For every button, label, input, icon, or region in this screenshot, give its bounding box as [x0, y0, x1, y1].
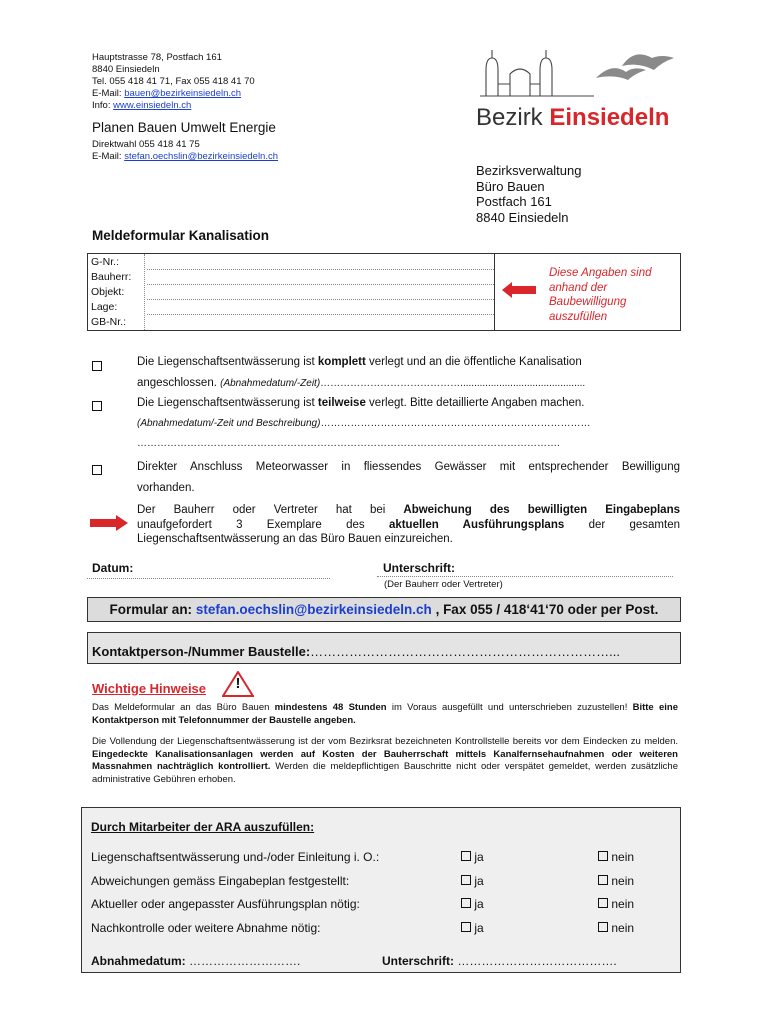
arrow-left-icon: [502, 281, 536, 299]
direct-phone: Direktwahl 055 418 41 75: [92, 139, 200, 150]
gnr-input[interactable]: [147, 255, 494, 270]
project-fields-box: [87, 253, 681, 331]
objekt-input[interactable]: [147, 285, 494, 300]
recipient-line-3: Postfach 161: [476, 194, 552, 209]
ara-date: Abnahmedatum: ……………………….: [91, 954, 301, 968]
submission-email-link[interactable]: stefan.oechslin@bezirkeinsiedeln.ch: [195, 602, 432, 617]
date-label: Datum:: [92, 561, 134, 575]
field-row-objekt[interactable]: Objekt:: [88, 285, 494, 300]
option-complete-checkbox[interactable]: [92, 358, 102, 376]
ara-signature: Unterschrift: ………………………………….: [382, 954, 617, 968]
phone-line: Tel. 055 418 41 71, Fax 055 418 41 70: [92, 76, 255, 87]
recipient-line-2: Büro Bauen: [476, 178, 545, 194]
info-line: Info: www.einsiedeln.ch: [92, 100, 192, 111]
ara-row-2: Abweichungen gemäss Eingabeplan festgestellt: ja nein: [91, 870, 671, 894]
arrow-right-icon: [90, 514, 128, 532]
ara-row-1-no[interactable]: nein: [598, 846, 634, 870]
contact-email-link[interactable]: stefan.oechslin@bezirkeinsiedeln.ch: [124, 151, 279, 162]
signature-label: Unterschrift:: [383, 561, 456, 575]
logo-text: Bezirk Einsiedeln: [476, 104, 670, 131]
ara-date-input[interactable]: ……………………….: [189, 954, 301, 968]
recipient-line-1: Bezirksverwaltung: [476, 163, 582, 178]
direct-contact: [92, 139, 278, 163]
lage-input[interactable]: [147, 300, 494, 315]
partial-description-field-2[interactable]: ……………………………………………………………………………………………………………….: [137, 438, 560, 449]
ara-row-1: Liegenschaftsentwässerung und-/oder Einleitung i. O.: ja nein: [91, 846, 671, 870]
site-contact-input[interactable]: ……………………………………………………………...: [310, 644, 620, 659]
field-list: [88, 255, 494, 330]
option-complete-text: Die Liegenschaftsentwässerung ist komplett verlegt und an die öffentliche Kanalisation angeschlossen. (Abnahmedatum/-Zeit)…………………………………….............................................: [137, 356, 586, 389]
partial-description-field[interactable]: ………………………………………………………………………: [320, 417, 591, 429]
ara-row-2-yes[interactable]: ja: [461, 870, 484, 894]
ara-row-4: Nachkontrolle oder weitere Abnahme nötig: ja nein: [91, 917, 671, 941]
contact-email-line: E-Mail: stefan.oechslin@bezirkeinsiedeln.ch: [92, 151, 279, 162]
bezirk-logo: [476, 44, 686, 131]
complete-date-field[interactable]: …………………………………….............................................: [320, 377, 586, 389]
department-title: Planen Bauen Umwelt Energie: [92, 120, 276, 135]
field-row-gnr[interactable]: G-Nr.:: [88, 255, 494, 270]
site-contact-label: Kontaktperson-/Nummer Baustelle:: [92, 644, 311, 659]
ara-rows: [91, 846, 671, 940]
recipient-line-4: 8840 Einsiedeln: [476, 209, 569, 225]
gbnr-input[interactable]: [147, 315, 494, 330]
hint-divider: [494, 254, 496, 330]
ara-signature-input[interactable]: ………………………………….: [457, 954, 617, 968]
ara-row-4-yes[interactable]: ja: [461, 917, 484, 941]
notes-paragraph-1: Das Meldeformular an das Büro Bauen mindestens 48 Stunden im Voraus ausgefüllt und unterschrieben zuzustellen! Bitte eine Kontaktperson mit Telefonnummer der Baustelle angeben.: [92, 702, 679, 726]
website-link[interactable]: www.einsiedeln.ch: [113, 100, 192, 111]
field-hint: Diese Angaben sind anhand der Baubewilligung auszufüllen: [549, 267, 652, 323]
email-line: E-Mail: bauen@bezirkeinsiedeln.ch: [92, 88, 242, 99]
address-line-2: 8840 Einsiedeln: [92, 64, 160, 75]
bauherr-input[interactable]: [147, 270, 494, 285]
site-contact-box: [87, 632, 681, 664]
monastery-birds-icon: [476, 44, 686, 100]
ara-row-3-no[interactable]: nein: [598, 893, 634, 917]
field-row-gbnr[interactable]: GB-Nr.:: [88, 315, 494, 330]
option-partial-text: Die Liegenschaftsentwässerung ist teilweise verlegt. Bitte detaillierte Angaben machen. (Abnahmedatum/-Zeit und Beschreibung)……………………………………………………………………… ……………………………………………………………………………………………………………….: [137, 393, 680, 455]
field-row-bauherr[interactable]: Bauherr:: [88, 270, 494, 285]
option-partial-checkbox[interactable]: [92, 398, 102, 416]
sender-address: [92, 52, 255, 112]
notes-title: Wichtige Hinweise: [92, 681, 207, 696]
ara-section: [81, 807, 681, 973]
address-line-1: Hauptstrasse 78, Postfach 161: [92, 52, 222, 63]
deviation-notice: Der Bauherr oder Vertreter hat bei Abweichung des bewilligten Eingabeplans unaufgefordert 3 Exemplare des aktuellen Ausführungsplans der gesamten Liegenschaftsentwässerung an das Büro Bauen einzureichen.: [137, 504, 680, 545]
notes-paragraph-2: Die Vollendung der Liegenschaftsentwässerung ist der vom Bezirksrat bezeichneten Kontrollstelle bereits vor dem Eindecken zu melden. Eingedeckte Kanalisationsanlagen werden auf Kosten der Bauherrschaft mittels Kanalfernsehaufnahmen oder weiteren Massnahmen nachträglich kontrolliert. Werden die meldepflichtigen Bauschritte nicht oder verspätet gemeldet, werden zusätzliche administrative Gebühren erhoben.: [92, 736, 678, 785]
ara-row-3-yes[interactable]: ja: [461, 893, 484, 917]
ara-row-4-no[interactable]: nein: [598, 917, 634, 941]
warning-icon-mark: !: [235, 675, 241, 692]
ara-title: Durch Mitarbeiter der ARA auszufüllen:: [91, 820, 315, 834]
ara-row-3: Aktueller oder angepasster Ausführungsplan nötig: ja nein: [91, 893, 671, 917]
recipient-address: [476, 163, 582, 225]
ara-row-2-no[interactable]: nein: [598, 870, 634, 894]
date-input[interactable]: [87, 578, 330, 579]
form-title: Meldeformular Kanalisation: [92, 228, 270, 243]
signature-sublabel: (Der Bauherr oder Vertreter): [384, 579, 503, 590]
email-link[interactable]: bauen@bezirkeinsiedeln.ch: [124, 88, 242, 99]
option-meteor-checkbox[interactable]: [92, 462, 102, 480]
ara-row-1-yes[interactable]: ja: [461, 846, 484, 870]
signature-input[interactable]: [377, 576, 673, 577]
submission-info-box: Formular an: stefan.oechslin@bezirkeinsiedeln.ch , Fax 055 / 418‘41‘70 oder per Post.: [87, 597, 681, 622]
option-meteor-text: Direkter Anschluss Meteorwasser in fliessendes Gewässer mit entsprechender Bewilligung vorhanden.: [137, 461, 680, 494]
field-row-lage[interactable]: Lage:: [88, 300, 494, 315]
